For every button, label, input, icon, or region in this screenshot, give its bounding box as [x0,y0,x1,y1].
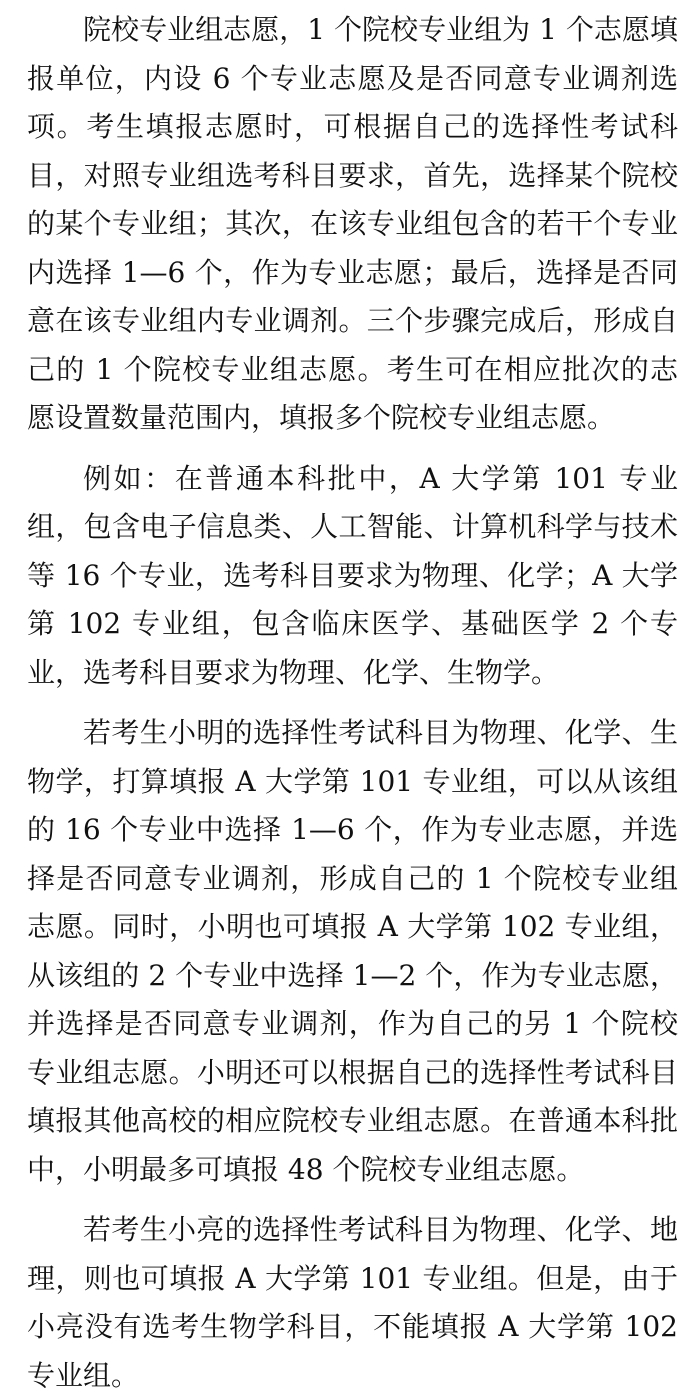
paragraph-xiaoming-case: 若考生小明的选择性考试科目为物理、化学、生物学，打算填报 A 大学第 101 专业组，可以从该组的 16 个专业中选择 1—6 个，作为专业志愿，并选择是否同意专业调剂，形成自己的 1 个院校专业组志愿。同时，小明也可填报 A 大学第 102 专业组，从该组的 2 个专业中选择 1—2 个，作为专业志愿，并选择是否同意专业调剂，作为自己的另 1 个院校专业组志愿。小明还可以根据自己的选择性考试科目填报其他高校的相应院校专业组志愿。在普通本科批中，小明最多可填报 48 个院校专业组志愿。 [27,716,678,1186]
paragraph-example: 例如：在普通本科批中，A 大学第 101 专业组，包含电子信息类、人工智能、计算机科学与技术等 16 个专业，选考科目要求为物理、化学；A 大学第 102 专业组，包含临床医学、基础医学 2 个专业，选考科目要求为物理、化学、生物学。 [27,461,678,689]
paragraph-definition: 院校专业组志愿，1 个院校专业组为 1 个志愿填报单位，内设 6 个专业志愿及是否同意专业调剂选项。考生填报志愿时，可根据自己的选择性考试科目，对照专业组选考科目要求，首先，选择某个院校的某个专业组；其次，在该专业组包含的若干个专业内选择 1—6 个，作为专业志愿；最后，选择是否同意在该专业组内专业调剂。三个步骤完成后，形成自己的 1 个院校专业组志愿。考生可在相应批次的志愿设置数量范围内，填报多个院校专业组志愿。 [27,13,678,434]
paragraph-xiaoliang-case: 若考生小亮的选择性考试科目为物理、化学、地理，则也可填报 A 大学第 101 专业组。但是，由于小亮没有选考生物学科目，不能填报 A 大学第 102 专业组。 [27,1213,678,1392]
